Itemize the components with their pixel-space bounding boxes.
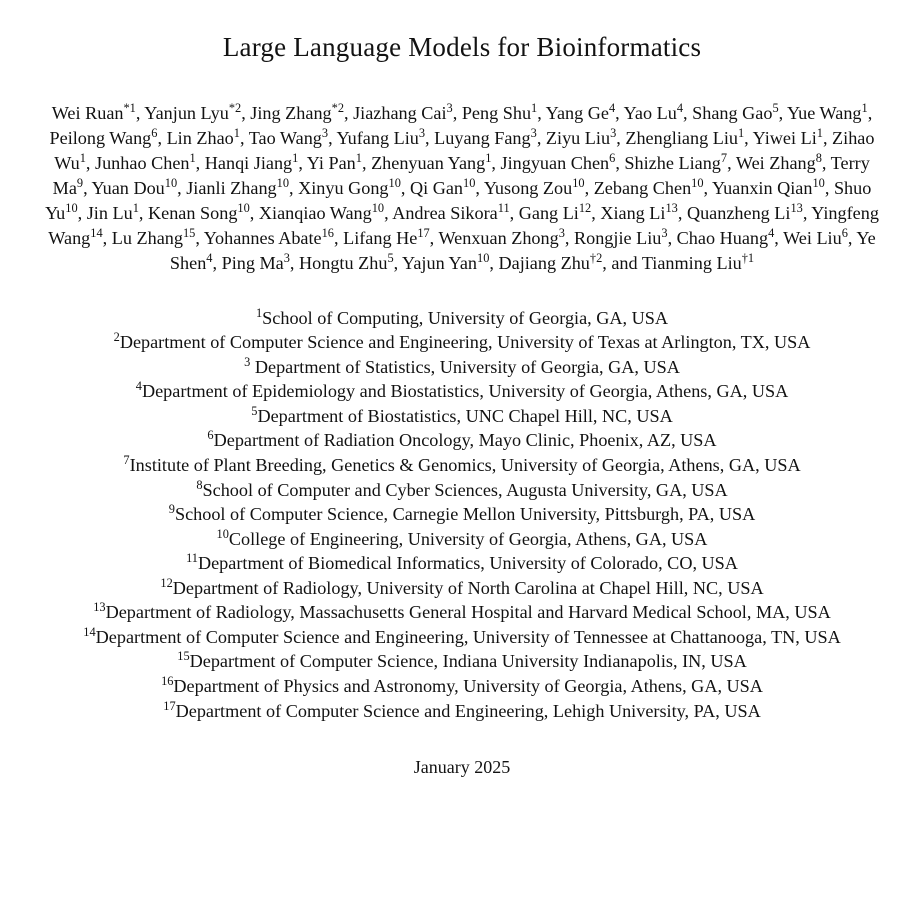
author-affiliation-marker: 4	[768, 225, 775, 240]
author: Jiazhang Cai$^3$	[353, 100, 453, 123]
affiliation-number: 2	[113, 330, 120, 345]
author: Yao Lu$^4$	[623, 100, 684, 123]
author: Jing Zhang$^{*2}$	[250, 100, 344, 123]
author-affiliation-marker: 7	[720, 150, 728, 165]
author: Dajiang Zhu$^{\dagger 2}$	[498, 250, 603, 273]
author-affiliation-marker: 10	[463, 175, 476, 190]
author: Yiwei Li$^1$	[752, 125, 823, 148]
author-affiliation-marker: 1	[233, 125, 240, 140]
author-affiliation-marker: 16	[321, 225, 334, 240]
affiliation-number: 3	[244, 354, 251, 369]
affiliation-number: 14	[83, 624, 96, 639]
author-affiliation-marker: 6	[151, 125, 158, 140]
author: Yajun Yan$^{10}$	[402, 250, 490, 273]
affiliation: $^{13}$Department of Radiology, Massachusetts General Hospital and Harvard Medical School, MA, USA	[93, 600, 831, 623]
author-affiliation-marker: 14	[90, 225, 103, 240]
author-affiliation-marker: 1	[355, 150, 362, 165]
author-affiliation-marker: 1	[737, 125, 745, 140]
affiliation-number: 17	[163, 698, 176, 713]
author: Zhengliang Liu$^1$	[625, 125, 745, 148]
author: Yi Pan$^1$	[306, 150, 362, 173]
author: Hanqi Jiang$^1$	[204, 150, 299, 173]
author-affiliation-marker: 1	[189, 150, 196, 165]
author-affiliation-marker: 1	[292, 150, 299, 165]
author-affiliation-marker: 5	[387, 250, 394, 265]
author-affiliation-marker: 3	[610, 125, 617, 140]
author-affiliation-marker: 10	[371, 200, 385, 215]
affiliation: $^4$Department of Epidemiology and Biostatistics, University of Georgia, Athens, GA, USA	[135, 379, 789, 402]
affiliation: $^9$School of Computer Science, Carnegie Mellon University, Pittsburgh, PA, USA	[168, 502, 756, 525]
author-affiliation-marker: 5	[772, 100, 779, 115]
author-affiliation-marker: 3	[558, 225, 565, 240]
author-affiliation-marker: *2	[331, 100, 344, 115]
affiliation-number: 1	[255, 305, 263, 320]
author: Yufang Liu$^3$	[336, 125, 426, 148]
affiliation-number: 5	[251, 403, 258, 418]
author: Shizhe Liang$^7$	[624, 150, 728, 173]
affiliation-number: 13	[93, 600, 106, 615]
author: Gang Li$^{12}$	[518, 200, 592, 223]
author-affiliation-marker: 15	[182, 225, 196, 240]
author-affiliation-marker: 3	[283, 250, 290, 265]
author: Wei Liu$^6$	[783, 225, 848, 248]
author-affiliation-marker: 6	[609, 150, 616, 165]
affiliation-number: 15	[177, 649, 190, 664]
affiliation: $^7$Institute of Plant Breeding, Genetics & Genomics, University of Georgia, Athens, GA, USA	[123, 452, 801, 475]
affiliation: $^{14}$Department of Computer Science and Engineering, University of Tennessee at Chattanooga, TN, USA	[83, 624, 841, 647]
author-affiliation-marker: 10	[388, 175, 401, 190]
author-affiliation-marker: 3	[661, 225, 668, 240]
author: Xinyu Gong$^{10}$	[298, 175, 401, 198]
author: and Tianming Liu$^{\dagger 1}$	[611, 250, 755, 273]
author: Zihao Wu$^1$	[54, 127, 875, 173]
author-affiliation-marker: 13	[790, 200, 803, 215]
affiliation: $^{17}$Department of Computer Science and Engineering, Lehigh University, PA, USA	[163, 698, 761, 721]
author-affiliation-marker: 10	[276, 175, 289, 190]
affiliation: $^1$School of Computing, University of Georgia, GA, USA	[255, 305, 668, 328]
author: Yusong Zou$^{10}$	[483, 175, 585, 198]
author: Yang Ge$^4$	[545, 100, 616, 123]
author: Wei Ruan$^{*1}$	[51, 100, 136, 123]
affiliation: $^{16}$Department of Physics and Astronomy, University of Georgia, Athens, GA, USA	[161, 673, 763, 696]
author: Zebang Chen$^{10}$	[593, 175, 704, 198]
author: Junhao Chen$^1$	[95, 150, 196, 173]
author-affiliation-marker: †1	[741, 250, 755, 265]
author: Shang Gao$^5$	[692, 100, 779, 123]
affiliation: $^2$Department of Computer Science and Engineering, University of Texas at Arlington, TX, USA	[113, 330, 811, 353]
author-affiliation-marker: 3	[321, 125, 329, 140]
author-affiliation-marker: *1	[123, 100, 136, 115]
affiliation-number: 8	[196, 477, 203, 492]
author: Zhenyuan Yang$^1$	[371, 150, 492, 173]
author: Wenxuan Zhong$^3$	[438, 225, 565, 248]
author-affiliation-marker: 3	[530, 125, 537, 140]
author: Jin Lu$^1$	[86, 200, 139, 223]
author-affiliation-marker: 1	[816, 125, 823, 140]
author: Kenan Song$^{10}$	[148, 200, 250, 223]
affiliation-list	[48, 306, 876, 724]
author-affiliation-marker: 1	[861, 100, 868, 115]
author-affiliation-marker: 1	[79, 150, 86, 165]
affiliation: $^{15}$Department of Computer Science, Indiana University Indianapolis, IN, USA	[177, 649, 747, 672]
paper-title: Large Language Models for Bioinformatics	[222, 32, 702, 62]
affiliation: $^8$School of Computer and Cyber Sciences, Augusta University, GA, USA	[196, 477, 728, 500]
affiliation: $^{11}$Department of Biomedical Informatics, University of Colorado, CO, USA	[186, 551, 738, 574]
author-affiliation-marker: 1	[531, 100, 538, 115]
author-affiliation-marker: †2	[589, 250, 603, 265]
author: Ping Ma$^3$	[221, 250, 290, 273]
author-affiliation-marker: 10	[65, 200, 78, 215]
author-affiliation-marker: 1	[132, 200, 139, 215]
author-affiliation-marker: 4	[206, 250, 213, 265]
author-affiliation-marker: 10	[572, 175, 585, 190]
author-affiliation-marker: 8	[815, 150, 822, 165]
affiliation: $^5$Department of Biostatistics, UNC Chapel Hill, NC, USA	[251, 403, 673, 426]
affiliation-number: 12	[160, 575, 173, 590]
author-list: Wei Ruan$^{*1}$, Yanjun Lyu$^{*2}$, Jing Zhang$^{*2}$, Jiazhang Cai$^3$, Peng Shu$^1$, Yang Ge$^4$, Yao Lu$^4$, Shang Gao$^5$, Yue Wang$^1$, Peilong Wang$^6$, Lin Zhao$^1$, Tao Wang$^3$, Yufang Liu$^3$, Luyang Fang$^3$, Ziyu Liu$^3$, Zhengliang Liu$^1$, Yiwei Li$^1$, Zihao Wu$^1$, Junhao Chen$^1$, Hanqi Jiang$^1$, Yi Pan$^1$, Zhenyuan Yang$^1$, Jingyuan Chen$^6$, Shizhe Liang$^7$, Wei Zhang$^8$, Terry Ma$^9$, Yuan Dou$^{10}$, Jianli Zhang$^{10}$, Xinyu Gong$^{10}$, Qi Gan$^{10}$, Yusong Zou$^{10}$, Zebang Chen$^{10}$, Yuanxin Qian$^{10}$, Shuo Yu$^{10}$, Jin Lu$^1$, Kenan Song$^{10}$, Xianqiao Wang$^{10}$, Andrea Sikora$^{11}$, Gang Li$^{12}$, Xiang Li$^{13}$, Quanzheng Li$^{13}$, Yingfeng Wang$^{14}$, Lu Zhang$^{15}$, Yohannes Abate$^{16}$, Lifang He$^{17}$, Wenxuan Zhong$^3$, Rongjie Liu$^3$, Chao Huang$^4$, Wei Liu$^6$, Ye Shen$^4$, Ping Ma$^3$, Hongtu Zhu$^5$, Yajun Yan$^{10}$, Dajiang Zhu$^{\dagger 2}$, and Tianming Liu$^{\dagger 1}$	[45, 100, 879, 273]
author: Hongtu Zhu$^5$	[299, 250, 394, 273]
affiliation-number: 4	[135, 379, 142, 394]
author: Ziyu Liu$^3$	[545, 125, 617, 148]
affiliation-number: 10	[216, 526, 229, 541]
author-affiliation-marker: 10	[237, 200, 250, 215]
affiliation-number: 9	[168, 502, 175, 516]
affiliation: $^6$Department of Radiation Oncology, Mayo Clinic, Phoenix, AZ, USA	[207, 428, 717, 451]
author: Yuan Dou$^{10}$	[91, 175, 178, 198]
author: Ye Shen$^4$	[169, 227, 876, 273]
author-affiliation-marker: 12	[578, 200, 592, 215]
author: Andrea Sikora$^{11}$	[392, 200, 510, 223]
author-affiliation-marker: 17	[417, 225, 430, 240]
author: Wei Zhang$^8$	[735, 150, 822, 173]
author-affiliation-marker: 11	[497, 200, 510, 215]
affiliation: $^3$ Department of Statistics, University of Georgia, GA, USA	[244, 354, 680, 377]
author-affiliation-marker: 13	[665, 200, 678, 215]
author: Yohannes Abate$^{16}$	[203, 225, 334, 248]
author-affiliation-marker: 9	[76, 175, 84, 190]
author: Jianli Zhang$^{10}$	[186, 175, 289, 198]
affiliation: $^{12}$Department of Radiology, University of North Carolina at Chapel Hill, NC, USA	[160, 575, 764, 598]
author-affiliation-marker: 10	[812, 175, 825, 190]
author-affiliation-marker: 1	[485, 150, 492, 165]
author: Jingyuan Chen$^6$	[500, 150, 616, 173]
author: Luyang Fang$^3$	[434, 125, 537, 148]
author-affiliation-marker: 3	[418, 125, 426, 140]
author: Tao Wang$^3$	[248, 125, 329, 148]
author: Chao Huang$^4$	[676, 225, 775, 248]
author-affiliation-marker: 6	[841, 225, 848, 240]
affiliation-number: 11	[186, 551, 198, 566]
paper-date: January 2025	[413, 757, 511, 778]
author-affiliation-marker: 4	[676, 100, 684, 115]
author: Yanjun Lyu$^{*2}$	[144, 100, 242, 123]
author: Lin Zhao$^1$	[166, 125, 240, 148]
author: Yingfeng Wang$^{14}$	[48, 202, 879, 248]
author: Yuanxin Qian$^{10}$	[711, 175, 825, 198]
author: Peng Shu$^1$	[461, 100, 538, 123]
author-affiliation-marker: *2	[228, 100, 242, 115]
author: Xiang Li$^{13}$	[600, 200, 678, 223]
author: Quanzheng Li$^{13}$	[686, 200, 803, 223]
author-affiliation-marker: 10	[164, 175, 178, 190]
author-affiliation-marker: 4	[608, 100, 616, 115]
author-affiliation-marker: 3	[446, 100, 453, 115]
author: Peilong Wang$^6$	[49, 125, 158, 148]
author: Terry Ma$^9$	[52, 152, 870, 198]
author: Shuo Yu$^{10}$	[45, 177, 872, 223]
affiliation-number: 16	[161, 673, 174, 688]
author: Lu Zhang$^{15}$	[111, 225, 196, 248]
author: Rongjie Liu$^3$	[573, 225, 668, 248]
affiliation-number: 6	[207, 428, 214, 443]
author-affiliation-marker: 10	[691, 175, 704, 190]
author: Qi Gan$^{10}$	[409, 175, 476, 198]
affiliation: $^{10}$College of Engineering, University of Georgia, Athens, GA, USA	[216, 526, 708, 549]
author: Lifang He$^{17}$	[343, 225, 430, 248]
affiliation-number: 7	[123, 452, 130, 467]
author-affiliation-marker: 10	[477, 250, 490, 265]
author: Xianqiao Wang$^{10}$	[258, 200, 385, 223]
author: Yue Wang$^1$	[787, 100, 868, 123]
